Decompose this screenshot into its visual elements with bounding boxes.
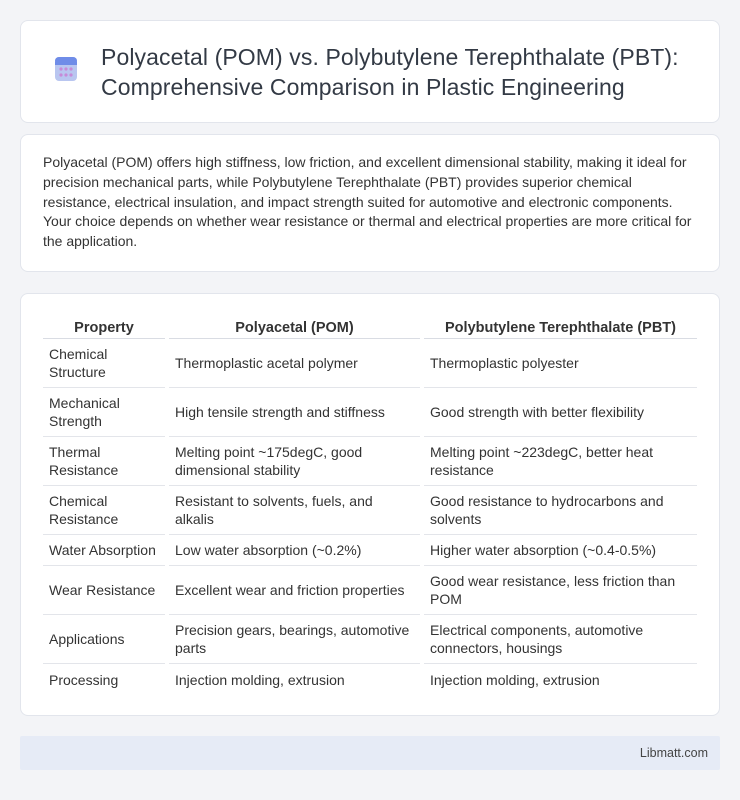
property-cell: Chemical Structure: [43, 339, 165, 388]
pbt-cell: Injection molding, extrusion: [430, 671, 600, 688]
pbt-cell: Good resistance to hydrocarbons and solvents: [424, 486, 697, 535]
table-header-row: [43, 310, 697, 339]
property-cell: Water Absorption: [43, 535, 165, 566]
comparison-table: [39, 310, 701, 695]
pom-cell: Low water absorption (~0.2%): [169, 535, 420, 566]
summary-card: [20, 134, 720, 272]
pom-cell: High tensile strength and stiffness: [169, 388, 420, 437]
property-cell: Wear Resistance: [43, 566, 165, 615]
property-cell: Chemical Resistance: [43, 486, 165, 535]
table-row: [43, 388, 697, 437]
pom-cell: Excellent wear and friction properties: [169, 566, 420, 615]
property-cell: Processing: [49, 671, 119, 688]
page-title: Polyacetal (POM) vs. Polybutylene Terephthalate (PBT): Comprehensive Comparison in Plastic Engineering: [101, 43, 679, 100]
header-property: Property: [43, 310, 165, 339]
header-card: [20, 20, 720, 123]
pom-cell: Thermoplastic acetal polymer: [169, 339, 420, 388]
property-cell: Thermal Resistance: [43, 437, 165, 486]
table-row: [43, 535, 697, 566]
comparison-table-card: [20, 293, 720, 716]
property-cell: Applications: [43, 615, 165, 664]
table-row: [43, 437, 697, 486]
pbt-cell: Thermoplastic polyester: [424, 339, 697, 388]
pom-cell: Precision gears, bearings, automotive parts: [169, 615, 420, 664]
pbt-cell: Higher water absorption (~0.4-0.5%): [424, 535, 697, 566]
pbt-cell: Good strength with better flexibility: [424, 388, 697, 437]
table-row: [43, 664, 697, 695]
table-row: [43, 339, 697, 388]
pom-cell: Melting point ~175degC, good dimensional stability: [169, 437, 420, 486]
pbt-cell: Electrical components, automotive connectors, housings: [424, 615, 697, 664]
table-row: [43, 486, 697, 535]
document-icon: [53, 56, 79, 82]
pom-cell: Resistant to solvents, fuels, and alkalis: [169, 486, 420, 535]
property-cell: Mechanical Strength: [43, 388, 165, 437]
header-pbt: Polybutylene Terephthalate (PBT): [424, 310, 697, 339]
footer: [20, 736, 720, 770]
pom-cell: Injection molding, extrusion: [175, 671, 345, 688]
table-row: [43, 615, 697, 664]
pbt-cell: Melting point ~223degC, better heat resistance: [424, 437, 697, 486]
header-pom: Polyacetal (POM): [169, 310, 420, 339]
table-row: [43, 566, 697, 615]
pbt-cell: Good wear resistance, less friction than POM: [424, 566, 697, 615]
footer-site-link[interactable]: Libmatt.com: [639, 746, 708, 760]
summary-text: Polyacetal (POM) offers high stiffness, low friction, and excellent dimensional stability, making it ideal for precision mechanical parts, while Polybutylene Terephthalate (PBT) provides superior chemical resistance, electrical insulation, and impact strength suited for automotive and electronic components. Your choice depends on whether wear resistance or thermal and electrical properties are more critical for the application.: [43, 154, 692, 250]
